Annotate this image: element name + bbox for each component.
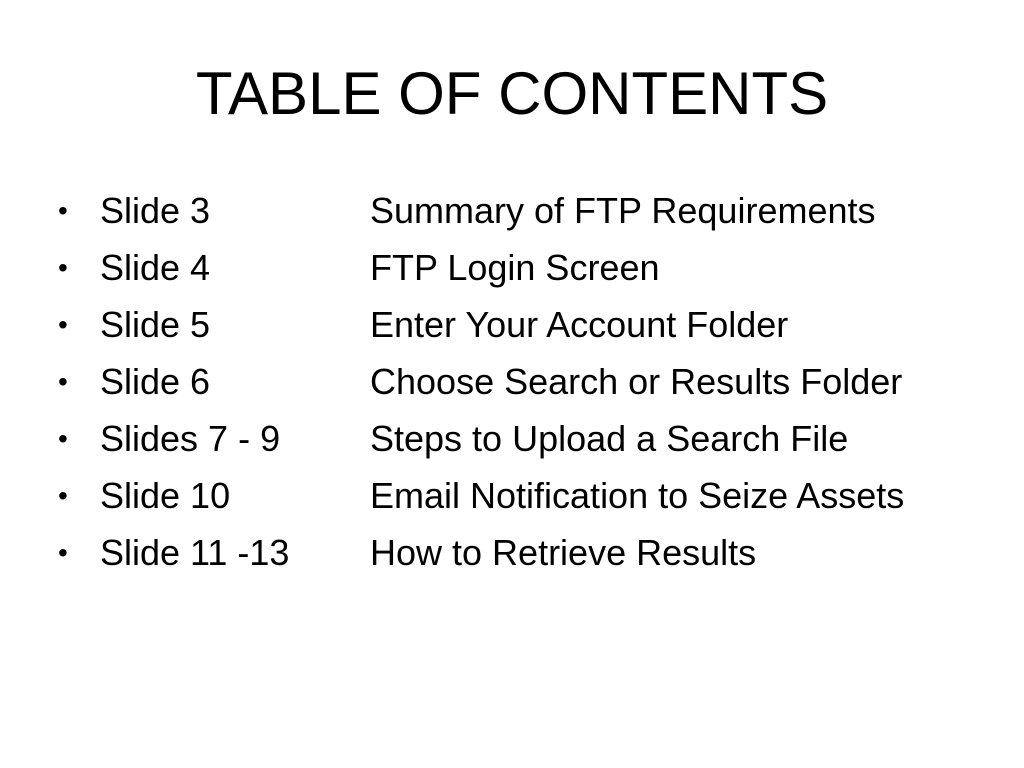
- topic-label: Enter Your Account Folder: [370, 304, 789, 345]
- slide-reference: Slide 11 -13: [100, 532, 290, 573]
- bullet-icon: •: [58, 423, 68, 454]
- topic-label: Email Notification to Seize Assets: [370, 475, 905, 516]
- topic-label: Summary of FTP Requirements: [370, 190, 876, 231]
- slide-reference: Slide 5: [100, 304, 211, 345]
- bullet-icon: •: [58, 309, 68, 340]
- topic-label: Steps to Upload a Search File: [370, 418, 849, 459]
- bullet-icon: •: [58, 480, 68, 511]
- bullet-icon: •: [58, 366, 68, 397]
- bullet-icon: •: [58, 252, 68, 283]
- topic-label: How to Retrieve Results: [370, 532, 757, 573]
- bullet-icon: •: [58, 537, 68, 568]
- slide-reference: Slides 7 - 9: [100, 418, 281, 459]
- bullet-icon: •: [58, 195, 68, 226]
- topic-label: FTP Login Screen: [370, 247, 660, 288]
- slide-reference: Slide 10: [100, 475, 231, 516]
- topic-label: Choose Search or Results Folder: [370, 361, 903, 402]
- page-title: TABLE OF CONTENTS: [195, 60, 829, 127]
- slide-reference: Slide 3: [100, 190, 211, 231]
- slide-reference: Slide 6: [100, 361, 211, 402]
- slide-reference: Slide 4: [100, 247, 211, 288]
